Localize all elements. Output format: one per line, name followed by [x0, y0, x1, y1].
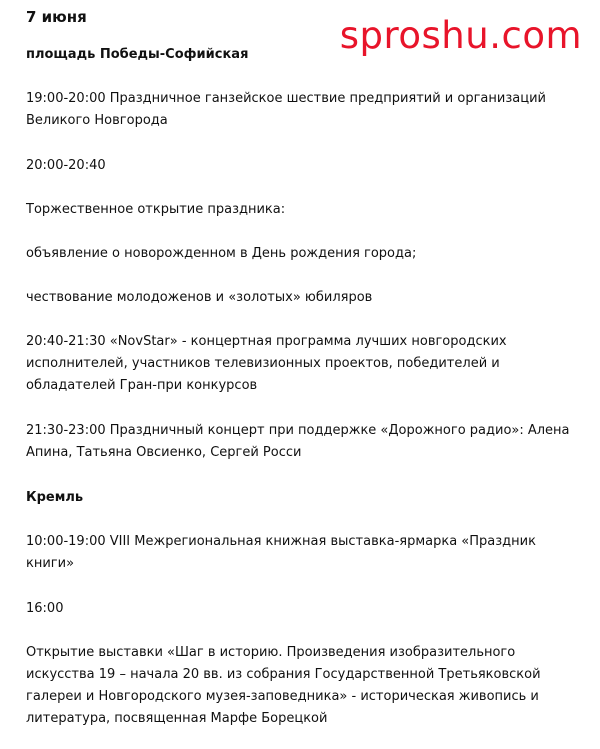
schedule-entry: Торжественное открытие праздника: — [26, 202, 286, 217]
place-heading-kremlin: Кремль — [26, 490, 84, 505]
date-heading: 7 июня — [26, 8, 87, 26]
schedule-entry: 19:00-20:00 Праздничное ганзейское шествие предприятий и организаций Великого Новгорода — [26, 91, 546, 128]
schedule-entry: 20:40-21:30 «NovStar» - концертная программа лучших новгородских исполнителей, участников телевизионных проектов, победителей и обладателей Гран-при конкурсов — [26, 334, 507, 393]
schedule-entry: 20:00-20:40 — [26, 158, 106, 173]
schedule-entry: объявление о новорожденном в День рождения города; — [26, 246, 417, 261]
schedule-entry: 10:00-19:00 VIII Межрегиональная книжная выставка-ярмарка «Праздник книги» — [26, 534, 536, 571]
place-heading-pobedy: площадь Победы-Софийская — [26, 47, 249, 62]
schedule-entry: 21:30-23:00 Праздничный концерт при поддержке «Дорожного радио»: Алена Апина, Татьяна Овсиенко, Сергей Росси — [26, 423, 570, 460]
schedule-entry: Открытие выставки «Шаг в историю. Произведения изобразительного искусства 19 – начала 20 вв. из собрания Государственной Третьяковской галереи и Новгородского музея-заповедника» - историческая живопись и литература, посвященная Марфе Борецкой — [26, 645, 541, 726]
schedule-entry: 16:00 — [26, 601, 64, 616]
watermark-logo: sproshu.com — [339, 14, 582, 57]
schedule-entry: чествование молодоженов и «золотых» юбиляров — [26, 290, 373, 305]
